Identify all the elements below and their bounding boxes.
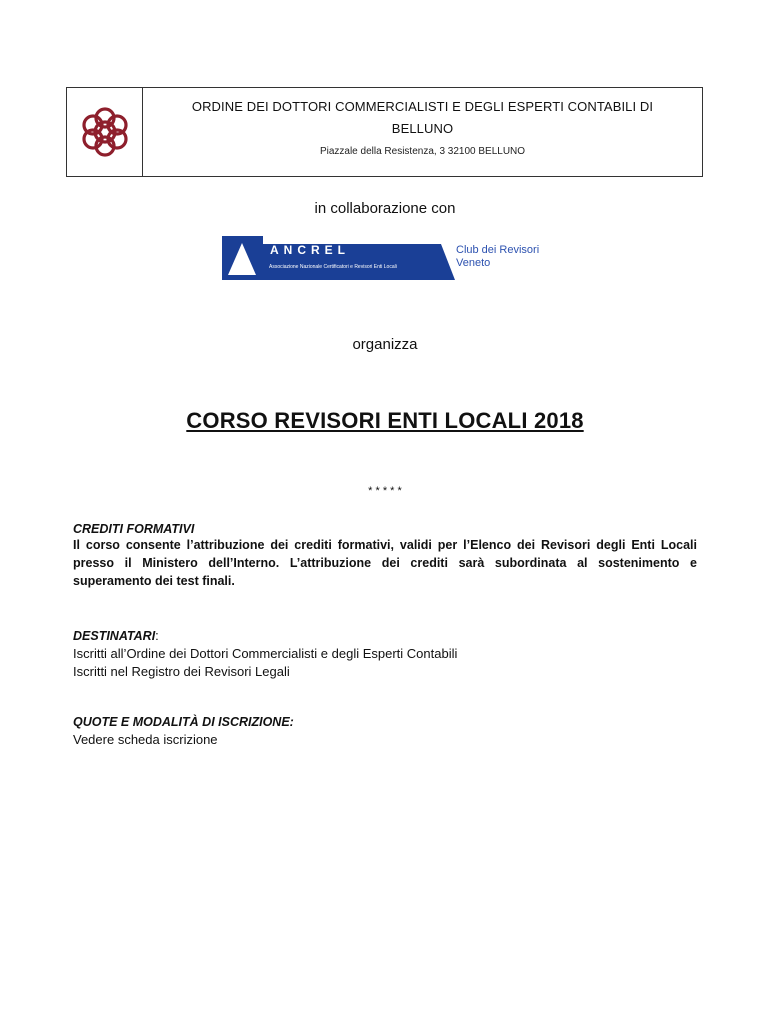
credits-text: Il corso consente l’attribuzione dei crediti formativi, validi per l’Elenco dei Revisori degli Enti Locali presso il Ministero dell’Interno. L’attribuzione dei crediti sarà subordinata al sostenimento e superamento dei test finali. [73,538,697,588]
recipient-line: Iscritti nel Registro dei Revisori Legali [73,664,290,679]
recipients-colon: : [155,628,159,643]
ancrel-triangle-icon [222,236,263,280]
header-box [66,87,703,177]
ancrel-mark [222,236,263,280]
ancrel-club-line1: Club dei Revisori [456,244,540,256]
collaboration-text: in collaborazione con [314,200,456,217]
credits-heading: CREDITI FORMATIVI [73,522,195,536]
ancrel-subtitle: Associazione Nazionale Certificatori e Revisori Enti Locali [269,264,397,270]
organizza-text: organizza [352,336,418,353]
recipients-heading: DESTINATARI [73,629,156,643]
page-title: CORSO REVISORI ENTI LOCALI 2018 [186,408,584,433]
ancrel-club-line2: Veneto [456,257,491,269]
fees-heading: QUOTE E MODALITÀ DI ISCRIZIONE: [73,715,294,729]
ancrel-name: ANCREL [270,243,350,257]
fees-section [73,713,697,749]
fees-text: Vedere scheda iscrizione [73,732,218,747]
recipients-section [73,627,697,681]
org-cell [143,88,702,176]
org-address: Piazzale della Resistenza, 3 32100 BELLUNO [319,146,526,157]
ancrel-logo [222,236,552,280]
org-name: ORDINE DEI DOTTORI COMMERCIALISTI E DEGLI ESPERTI CONTABILI DI BELLUNO [191,99,654,136]
order-logo-icon [76,101,134,163]
logo-cell [67,88,143,176]
recipient-line: Iscritti all’Ordine dei Dottori Commercialisti e degli Esperti Contabili [73,646,458,661]
ancrel-club [456,244,539,270]
separator: * * * * * [368,485,402,497]
credits-section [73,522,697,590]
